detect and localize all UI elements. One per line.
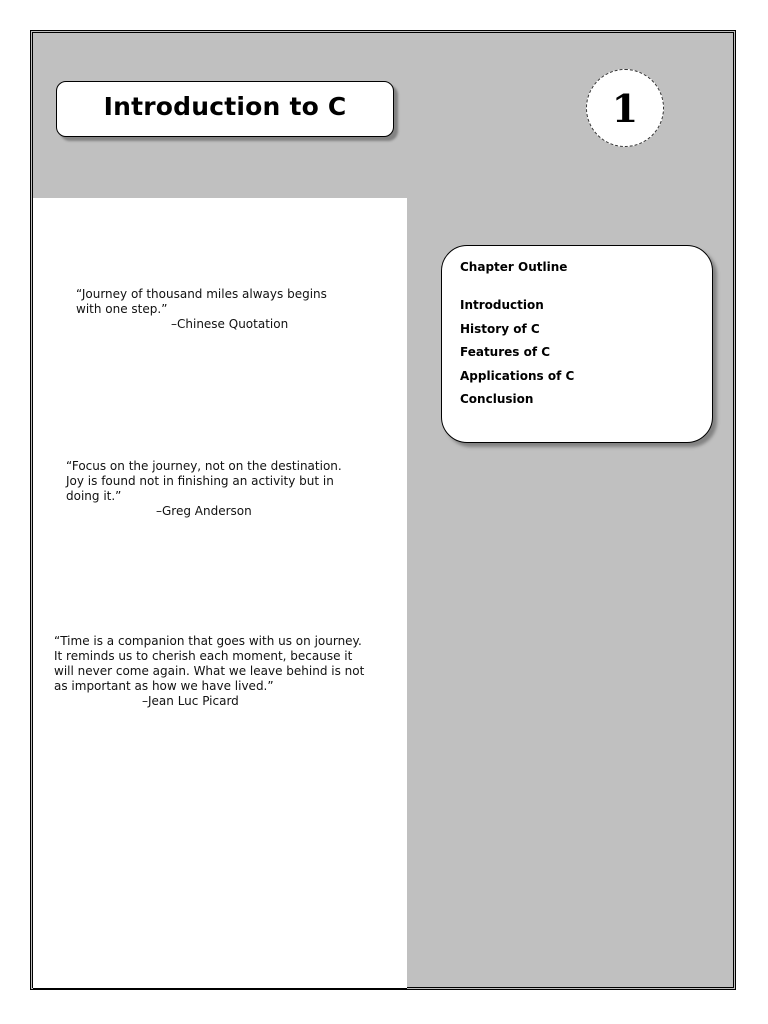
chapter-title-box (56, 81, 394, 137)
chapter-outline-list (460, 294, 694, 412)
quote (66, 459, 376, 519)
quote-author: –Jean Luc Picard (142, 694, 239, 708)
quote-text: “Journey of thousand miles always begins with one step.” (76, 287, 327, 316)
chapter-number: 1 (611, 85, 639, 131)
quote-text: “Focus on the journey, not on the destination. Joy is found not in finishing an activity but in doing it.” (66, 459, 342, 503)
quote-author: –Greg Anderson (156, 504, 252, 518)
chapter-title: Introduction to C (103, 91, 347, 121)
outline-item-introduction: Introduction (460, 298, 544, 312)
quote (76, 287, 376, 332)
chapter-outline-heading: Chapter Outline (460, 260, 568, 274)
outline-item-features: Features of C (460, 345, 551, 359)
outline-item-conclusion: Conclusion (460, 392, 534, 406)
outline-item-history: History of C (460, 321, 540, 336)
quote (54, 634, 394, 709)
quote-author: –Chinese Quotation (171, 317, 289, 331)
chapter-number-badge (586, 69, 664, 147)
quotes-panel (33, 198, 407, 990)
outline-item-applications: Applications of C (460, 368, 575, 383)
page-frame (30, 30, 736, 990)
chapter-outline-box (441, 245, 713, 443)
quote-text: “Time is a companion that goes with us on journey. It reminds us to cherish each moment, because it will never come again. What we leave behind is not as important as how we have lived.” (54, 634, 365, 693)
